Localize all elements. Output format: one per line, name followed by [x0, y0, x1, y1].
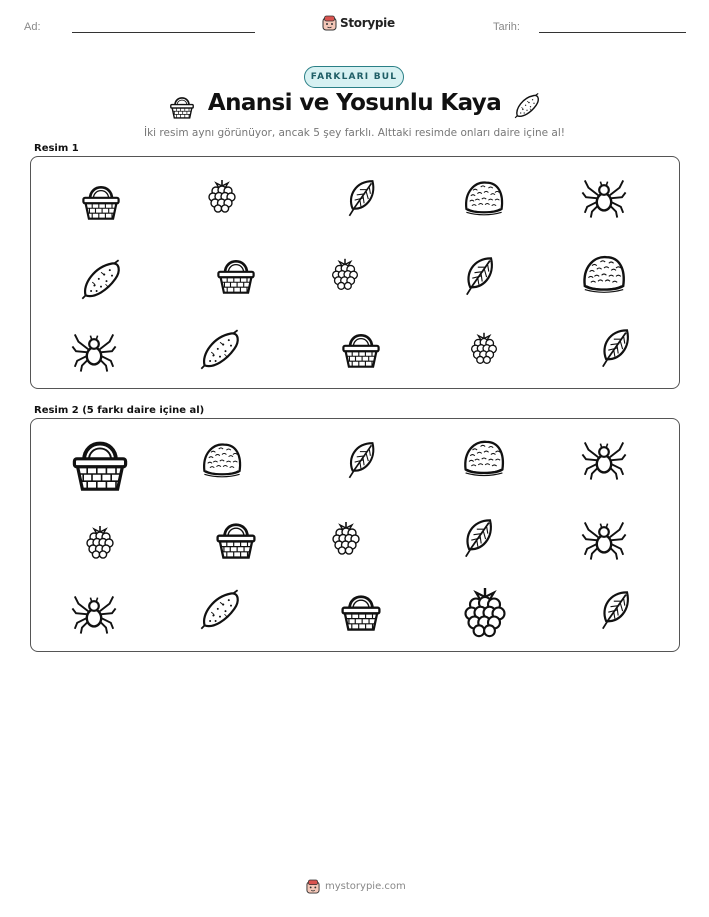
raspberry-icon	[465, 329, 503, 367]
mossy-rock-icon	[462, 176, 506, 220]
leaf-icon[interactable]	[457, 516, 501, 560]
basket-icon[interactable]	[68, 430, 132, 494]
basket-icon	[79, 178, 123, 222]
raspberry-icon[interactable]	[80, 522, 120, 562]
name-line[interactable]	[72, 32, 255, 33]
footer	[306, 879, 406, 894]
leaf-icon[interactable]	[341, 439, 383, 481]
raspberry-icon	[326, 255, 364, 293]
name-label: Ad:	[24, 21, 41, 33]
instructions: İki resim aynı görünüyor, ancak 5 şey farklı. Alttaki resimde onları daire içine al!	[144, 127, 565, 139]
basket-icon[interactable]	[213, 515, 259, 561]
spider-icon	[580, 172, 628, 220]
leaf-icon	[341, 177, 383, 219]
basket-icon	[214, 252, 258, 296]
spider-icon	[70, 326, 118, 374]
mossy-rock-icon[interactable]	[461, 435, 507, 481]
page-title: Anansi ve Yosunlu Kaya	[207, 90, 502, 116]
storypie-mascot-icon	[306, 879, 320, 894]
leaf-icon	[458, 254, 502, 298]
brand-name: Storypie	[340, 16, 395, 30]
picture2-panel[interactable]	[30, 418, 680, 652]
storypie-mascot-icon	[322, 15, 337, 31]
category-badge: FARKLARI BUL	[304, 66, 404, 88]
date-label: Tarih:	[493, 21, 520, 33]
mossy-rock-icon[interactable]	[200, 438, 244, 482]
leaf-icon	[594, 326, 638, 370]
spider-icon[interactable]	[70, 588, 118, 636]
leaf-icon[interactable]	[594, 588, 638, 632]
basket-icon	[339, 326, 383, 370]
sweet-potato-icon	[513, 92, 541, 124]
brand-logo	[322, 14, 395, 32]
raspberry-icon[interactable]	[326, 518, 366, 558]
raspberry-icon	[202, 176, 242, 216]
sweet-potato-icon	[198, 328, 242, 372]
picture2-label: Resim 2 (5 farkı daire içine al)	[34, 405, 205, 416]
date-line[interactable]	[539, 32, 686, 33]
footer-site: mystorypie.com	[325, 881, 406, 892]
picture1-panel	[30, 156, 680, 389]
mossy-rock-icon	[580, 250, 628, 298]
sweet-potato-icon	[79, 258, 123, 302]
spider-icon[interactable]	[580, 514, 628, 562]
raspberry-icon[interactable]	[455, 582, 515, 642]
spider-icon[interactable]	[580, 434, 628, 482]
sweet-potato-icon[interactable]	[198, 588, 242, 632]
picture1-label: Resim 1	[34, 143, 79, 154]
basket-icon[interactable]	[338, 587, 384, 633]
